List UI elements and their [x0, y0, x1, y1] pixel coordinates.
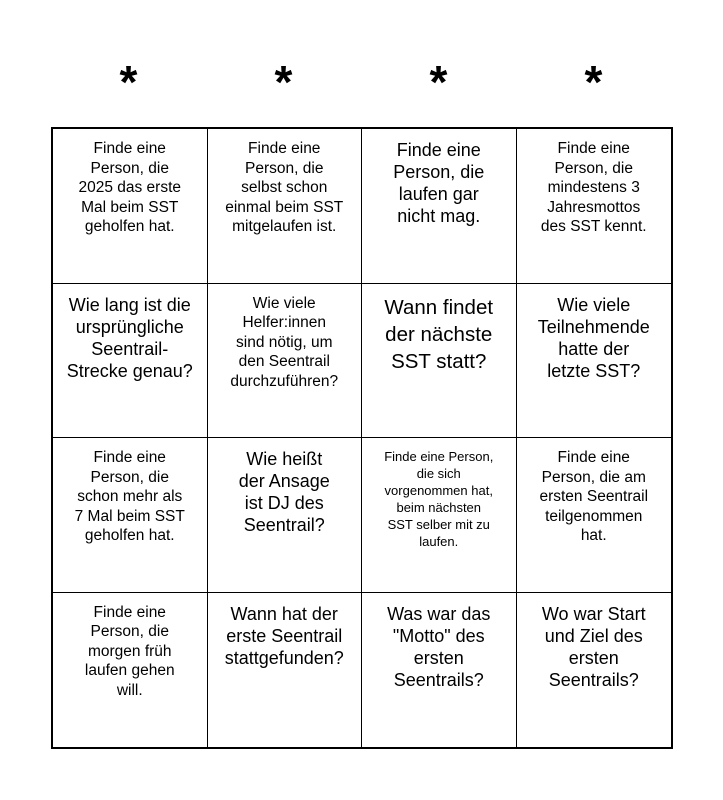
bingo-cell-text: Wie heißt der Ansage ist DJ des Seentrail?: [238, 449, 330, 535]
bingo-cell-text: Wo war Start und Ziel des ersten Seentrails?: [541, 603, 646, 690]
bingo-cell-text: Finde eine Person, die 2025 das erste Mal beim SST geholfen hat.: [78, 140, 182, 235]
bingo-cell-r2c2[interactable]: [208, 284, 363, 439]
bingo-cell-text: Wann findet der nächste SST statt?: [384, 295, 494, 373]
bingo-cell-text: Was war das "Motto" des ersten Seentrails?: [387, 603, 491, 690]
bingo-cell-text: Finde eine Person, die sich vorgenommen hat, beim nächsten SST selber mit zu laufen.: [384, 449, 494, 549]
bingo-cell-r4c4[interactable]: [517, 593, 672, 748]
bingo-cell-r3c3[interactable]: [362, 438, 517, 593]
bingo-cell-text: Finde eine Person, die selbst schon einmal beim SST mitgelaufen ist.: [225, 140, 344, 235]
bingo-cell-r1c4[interactable]: [517, 129, 672, 284]
bingo-cell-r1c1[interactable]: [53, 129, 208, 284]
bingo-cell-r4c1[interactable]: [53, 593, 208, 748]
bingo-cell-text: Finde eine Person, die mindestens 3 Jahresmottos des SST kennt.: [540, 140, 647, 235]
bingo-cell-text: Wie viele Teilnehmende hatte der letzte SST?: [537, 294, 650, 381]
bingo-header: [51, 52, 671, 112]
bingo-cell-r3c2[interactable]: [208, 438, 363, 593]
bingo-cell-text: Wie viele Helfer:innen sind nötig, um den Seentrail durchzuführen?: [230, 294, 339, 390]
header-star-2: *: [274, 56, 293, 108]
bingo-cell-text: Finde eine Person, die laufen gar nicht mag.: [393, 140, 485, 226]
bingo-cell-r1c2[interactable]: [208, 129, 363, 284]
bingo-board: [51, 127, 673, 749]
bingo-cell-r4c3[interactable]: [362, 593, 517, 748]
bingo-cell-text: Wie lang ist die ursprüngliche Seentrail- Strecke genau?: [66, 294, 193, 381]
bingo-cell-text: Finde eine Person, die am ersten Seentrail teilgenommen hat.: [539, 449, 649, 544]
bingo-cell-text: Wann hat der erste Seentrail stattgefunden?: [224, 603, 344, 668]
bingo-cell-r2c4[interactable]: [517, 284, 672, 439]
header-star-1: *: [119, 56, 138, 108]
header-star-4: *: [584, 56, 603, 108]
bingo-cell-r2c1[interactable]: [53, 284, 208, 439]
header-star-3: *: [429, 56, 448, 108]
bingo-cell-text: Finde eine Person, die schon mehr als 7 Mal beim SST geholfen hat.: [74, 449, 185, 544]
bingo-cell-r1c3[interactable]: [362, 129, 517, 284]
bingo-cell-r2c3[interactable]: [362, 284, 517, 439]
bingo-cell-r3c4[interactable]: [517, 438, 672, 593]
bingo-cell-r4c2[interactable]: [208, 593, 363, 748]
bingo-cell-r3c1[interactable]: [53, 438, 208, 593]
bingo-cell-text: Finde eine Person, die morgen früh laufen gehen will.: [84, 603, 175, 699]
